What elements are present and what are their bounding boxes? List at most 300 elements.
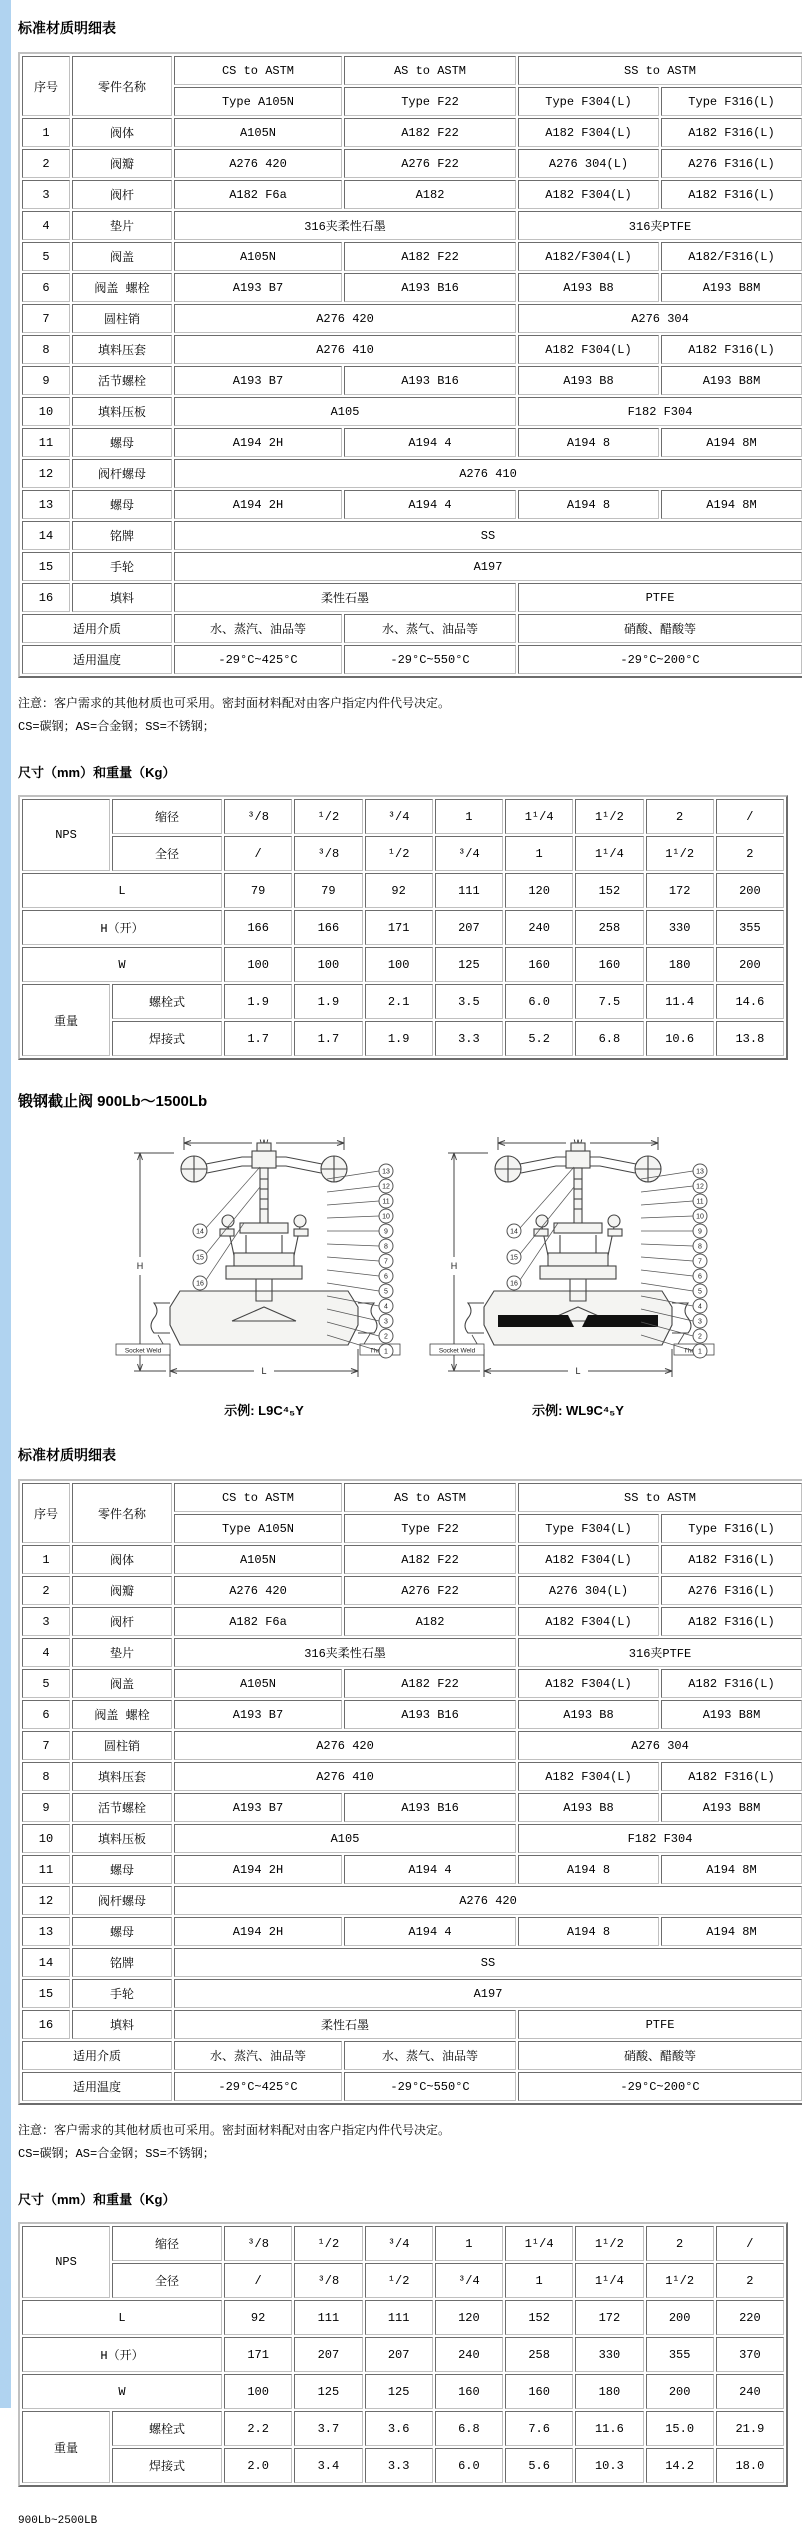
cell: -29°C~550°C [344,2072,516,2101]
cell: 8 [22,335,70,364]
cell: 1 [435,799,503,834]
cell: 阀瓣 [72,149,172,178]
valve-caption-1: 示例: L9C⁴₅Y [224,1403,304,1418]
cell: L [22,873,222,908]
cell: 330 [646,910,714,945]
cell: 填料压套 [72,1762,172,1791]
cell: 111 [435,873,503,908]
cell: 16 [22,2010,70,2039]
cell: 152 [575,873,643,908]
svg-text:10: 10 [696,1213,704,1221]
cell: 3.3 [365,2448,433,2483]
cell: 316夹柔性石墨 [174,1638,516,1667]
cell: A276 410 [174,1762,516,1791]
dimension-heading-1: 尺寸（mm）和重量（Kg） [18,765,176,780]
cell: SS [174,521,802,550]
cell: 330 [575,2337,643,2372]
svg-text:4: 4 [384,1303,388,1311]
svg-text:1: 1 [698,1348,702,1356]
svg-text:16: 16 [196,1280,204,1288]
valve-diagram-2 [428,1123,728,1419]
cell: Type F304(L) [518,1514,659,1543]
cell: 9 [22,1793,70,1822]
cell: 13 [22,490,70,519]
cell: 7 [22,1731,70,1760]
cell: 活节螺栓 [72,1793,172,1822]
valve-series-heading: 锻钢截止阀 900Lb～1500Lb [18,1093,208,1110]
cell: A182/F304(L) [518,242,659,271]
cell: A193 B8M [661,1700,802,1729]
svg-text:3: 3 [384,1318,388,1326]
cell: 3.5 [435,984,503,1019]
abbrev-note-1: CS=碳钢；AS=合金钢；SS=不锈钢； [18,720,215,734]
cell: CS to ASTM [174,56,342,85]
cell: 阀瓣 [72,1576,172,1605]
cell: 7.6 [505,2411,573,2446]
cell: A276 420 [174,304,516,333]
cell: Type F22 [344,1514,516,1543]
cell: A194 8 [518,490,659,519]
cell: Type F22 [344,87,516,116]
cell: 15 [22,1979,70,2008]
svg-text:9: 9 [698,1228,702,1236]
cell: 全径 [112,2263,222,2298]
svg-text:2: 2 [698,1333,702,1341]
cell: 207 [435,910,503,945]
cell: 2 [22,1576,70,1605]
cell: A194 4 [344,428,516,457]
cell: A193 B8M [661,366,802,395]
cell: 5.6 [505,2448,573,2483]
cell: A276 F316(L) [661,149,802,178]
svg-text:14: 14 [510,1228,518,1236]
cell: A182 F316(L) [661,335,802,364]
cell: 填料压板 [72,1824,172,1853]
material-table-1 [18,52,802,678]
cell: A276 F22 [344,149,516,178]
cell: SS [174,1948,802,1977]
cell: 填料压板 [72,397,172,426]
cell: ¹/2 [365,836,433,871]
cell: 铭牌 [72,1948,172,1977]
cell: A194 2H [174,1855,342,1884]
cell: 3.6 [365,2411,433,2446]
cell: 172 [646,873,714,908]
svg-text:14: 14 [196,1228,204,1236]
cell: 14.2 [646,2448,714,2483]
cell: A182 F316(L) [661,1762,802,1791]
cell: 171 [365,910,433,945]
cell: A194 8M [661,1917,802,1946]
svg-text:9: 9 [384,1228,388,1236]
cell: CS to ASTM [174,1483,342,1512]
cell: Type F304(L) [518,87,659,116]
cell: A105 [174,1824,516,1853]
cell: 螺母 [72,1855,172,1884]
cell: 1¹/2 [646,836,714,871]
cell: 阀杆螺母 [72,459,172,488]
cell: 铭牌 [72,521,172,550]
cell: A276 F316(L) [661,1576,802,1605]
cell: 螺栓式 [112,984,222,1019]
cell: 1¹/4 [575,836,643,871]
cell: PTFE [518,2010,802,2039]
cell: ³/4 [435,836,503,871]
cell: A193 B7 [174,1793,342,1822]
dimension-heading-2: 尺寸（mm）和重量（Kg） [18,2192,176,2207]
svg-text:13: 13 [696,1168,704,1176]
cell: A194 4 [344,1855,516,1884]
cell: A182 F316(L) [661,118,802,147]
cell: 缩径 [112,2226,222,2261]
cell: 阀体 [72,1545,172,1574]
cell: 2.2 [224,2411,292,2446]
cell: / [716,2226,784,2261]
cell: 316夹PTFE [518,1638,802,1667]
cell: 200 [646,2300,714,2335]
cell: ³/4 [365,2226,433,2261]
cell: 适用温度 [22,2072,172,2101]
page-content [18,0,790,2527]
cell: 160 [435,2374,503,2409]
cell: 160 [575,947,643,982]
valve-drawing-1 [114,1123,414,1393]
svg-text:8: 8 [384,1243,388,1251]
cell: A182 F316(L) [661,1607,802,1636]
cell: A276 420 [174,149,342,178]
cell: 1¹/2 [575,799,643,834]
cell: 2 [646,2226,714,2261]
cell: 11.4 [646,984,714,1019]
note-text-1: 注意：客户需求的其他材质也可采用。密封面材料配对由客户指定内件代号决定。 [18,696,451,710]
cell: A182 [344,1607,516,1636]
cell: A276 420 [174,1886,802,1915]
cell: 1 [505,2263,573,2298]
cell: 14 [22,521,70,550]
cell: 11 [22,428,70,457]
cell: 125 [365,2374,433,2409]
cell: 手轮 [72,1979,172,2008]
cell: 7 [22,304,70,333]
cell: A276 304(L) [518,149,659,178]
cell: 92 [365,873,433,908]
dimension-table-2 [18,2222,788,2487]
cell: 9 [22,366,70,395]
material-table-2 [18,1479,802,2105]
cell: 圆柱销 [72,304,172,333]
cell: SS to ASTM [518,56,802,85]
cell: 4 [22,211,70,240]
cell: A182 F316(L) [661,180,802,209]
cell: AS to ASTM [344,1483,516,1512]
cell: A193 B8 [518,366,659,395]
valve-diagrams [114,1123,790,1419]
cell: A182 F6a [174,180,342,209]
cell: 240 [505,910,573,945]
cell: A182 F22 [344,1545,516,1574]
cell: A194 2H [174,428,342,457]
cell: / [224,836,292,871]
cell: 6.8 [575,1021,643,1056]
abbrev-note-2: CS=碳钢；AS=合金钢；SS=不锈钢； [18,2147,215,2161]
svg-text:13: 13 [382,1168,390,1176]
cell: 阀盖 螺栓 [72,1700,172,1729]
svg-text:2: 2 [384,1333,388,1341]
svg-text:5: 5 [384,1288,388,1296]
cell: 125 [294,2374,362,2409]
cell: A182 F304(L) [518,1762,659,1791]
cell: 螺母 [72,428,172,457]
svg-text:15: 15 [510,1254,518,1262]
cell: 6 [22,273,70,302]
cell: 1¹/4 [575,2263,643,2298]
cell: 120 [505,873,573,908]
cell: 手轮 [72,552,172,581]
cell: 重量 [22,2411,110,2483]
cell: 200 [716,873,784,908]
cell: 258 [505,2337,573,2372]
cell: 垫片 [72,211,172,240]
svg-text:10: 10 [382,1213,390,1221]
cell: 100 [224,2374,292,2409]
cell: A194 8M [661,1855,802,1884]
cell: 螺栓式 [112,2411,222,2446]
cell: 13.8 [716,1021,784,1056]
valve-drawing-2 [428,1123,728,1393]
cell: A105N [174,1545,342,1574]
cell: 螺母 [72,490,172,519]
cell: 160 [505,2374,573,2409]
cell: ¹/2 [294,2226,362,2261]
cell: Type F316(L) [661,1514,802,1543]
cell: 阀体 [72,118,172,147]
cell: A194 8 [518,1917,659,1946]
cell: A276 410 [174,459,802,488]
cell: 355 [716,910,784,945]
cell: ¹/2 [294,799,362,834]
cell: 6.0 [505,984,573,1019]
svg-text:12: 12 [382,1183,390,1191]
valve-caption-2: 示例: WL9C⁴₅Y [532,1403,624,1418]
cell: NPS [22,799,110,871]
cell: 171 [224,2337,292,2372]
cell: A276 304 [518,1731,802,1760]
cell: 207 [294,2337,362,2372]
cell: 阀杆 [72,1607,172,1636]
cell: A193 B8 [518,1700,659,1729]
cell: 92 [224,2300,292,2335]
cell: A182 F304(L) [518,180,659,209]
cell: ¹/2 [365,2263,433,2298]
cell: 4 [22,1638,70,1667]
cell: 316夹PTFE [518,211,802,240]
cell: 15.0 [646,2411,714,2446]
cell: 序号 [22,1483,70,1543]
cell: 2 [646,799,714,834]
cell: A182 F22 [344,242,516,271]
cell: 6.0 [435,2448,503,2483]
cell: A105N [174,242,342,271]
cell: 填料 [72,583,172,612]
cell: 阀盖 [72,242,172,271]
cell: 152 [505,2300,573,2335]
cell: 1¹/2 [646,2263,714,2298]
cell: L [22,2300,222,2335]
cell: 207 [365,2337,433,2372]
cell: 1¹/4 [505,799,573,834]
cell: 重量 [22,984,110,1056]
cell: A182 [344,180,516,209]
svg-text:3: 3 [698,1318,702,1326]
cell: 6 [22,1700,70,1729]
cell: H（开） [22,2337,222,2372]
cell: 圆柱销 [72,1731,172,1760]
cell: 200 [646,2374,714,2409]
cell: A182 F304(L) [518,1607,659,1636]
cell: 180 [575,2374,643,2409]
cell: -29°C~425°C [174,2072,342,2101]
cell: A182 F316(L) [661,1545,802,1574]
svg-text:11: 11 [696,1198,704,1206]
cell: 1.7 [294,1021,362,1056]
cell: A276 304(L) [518,1576,659,1605]
cell: 13 [22,1917,70,1946]
cell: 1 [22,118,70,147]
cell: 172 [575,2300,643,2335]
cell: 10.6 [646,1021,714,1056]
svg-text:7: 7 [698,1258,702,1266]
cell: 1 [22,1545,70,1574]
cell: 240 [716,2374,784,2409]
cell: 1.9 [294,984,362,1019]
cell: A193 B7 [174,273,342,302]
cell: 垫片 [72,1638,172,1667]
cell: SS to ASTM [518,1483,802,1512]
cell: 220 [716,2300,784,2335]
cell: 180 [646,947,714,982]
cell: A193 B8 [518,273,659,302]
cell: A182/F316(L) [661,242,802,271]
cell: 12 [22,459,70,488]
cell: -29°C~200°C [518,2072,802,2101]
cell: 100 [365,947,433,982]
cell: A276 F22 [344,1576,516,1605]
cell: A194 8 [518,428,659,457]
cell: 166 [294,910,362,945]
cell: ³/4 [435,2263,503,2298]
cell: 166 [224,910,292,945]
svg-text:12: 12 [696,1183,704,1191]
cell: ³/8 [224,2226,292,2261]
cell: 79 [224,873,292,908]
cell: 缩径 [112,799,222,834]
cell: A194 2H [174,490,342,519]
cell: 370 [716,2337,784,2372]
cell: 5.2 [505,1021,573,1056]
cell: 355 [646,2337,714,2372]
svg-text:15: 15 [196,1254,204,1262]
cell: A182 F316(L) [661,1669,802,1698]
cell: A193 B16 [344,1793,516,1822]
cell: 1¹/4 [505,2226,573,2261]
cell: 2 [716,836,784,871]
cell: 6.8 [435,2411,503,2446]
cell: 18.0 [716,2448,784,2483]
cell: 15 [22,552,70,581]
svg-text:5: 5 [698,1288,702,1296]
cell: A182 F6a [174,1607,342,1636]
cell: 适用介质 [22,2041,172,2070]
cell: Type F316(L) [661,87,802,116]
cell: 硝酸、醋酸等 [518,614,802,643]
cell: 阀杆 [72,180,172,209]
cell: 100 [294,947,362,982]
cell: A193 B7 [174,366,342,395]
cell: 1.9 [224,984,292,1019]
cell: 11.6 [575,2411,643,2446]
cell: 14 [22,1948,70,1977]
cell: -29°C~200°C [518,645,802,674]
cell: 序号 [22,56,70,116]
cell: 适用温度 [22,645,172,674]
cell: A194 8M [661,428,802,457]
cell: A105N [174,1669,342,1698]
material-table-title-2: 标准材质明细表 [18,1447,116,1463]
cell: 焊接式 [112,2448,222,2483]
cell: A194 4 [344,490,516,519]
cell: 水、蒸汽、油品等 [174,2041,342,2070]
cell: A193 B8 [518,1793,659,1822]
pressure-range-footer: 900Lb~2500LB [18,2515,98,2527]
cell: 柔性石墨 [174,583,516,612]
cell: A182 F304(L) [518,1545,659,1574]
cell: / [716,799,784,834]
note-text-2: 注意：客户需求的其他材质也可采用。密封面材料配对由客户指定内件代号决定。 [18,2123,451,2137]
cell: A193 B16 [344,1700,516,1729]
cell: A276 304 [518,304,802,333]
cell: A182 F304(L) [518,335,659,364]
cell: 240 [435,2337,503,2372]
cell: 7.5 [575,984,643,1019]
cell: A182 F304(L) [518,1669,659,1698]
cell: ³/8 [294,2263,362,2298]
cell: 5 [22,242,70,271]
cell: 3 [22,1607,70,1636]
cell: 水、蒸气、油品等 [344,614,516,643]
cell: 硝酸、醋酸等 [518,2041,802,2070]
cell: 1¹/2 [575,2226,643,2261]
svg-text:7: 7 [384,1258,388,1266]
cell: 全径 [112,836,222,871]
cell: A182 F22 [344,118,516,147]
cell: A182 F22 [344,1669,516,1698]
cell: 填料压套 [72,335,172,364]
cell: A194 8M [661,490,802,519]
cell: 258 [575,910,643,945]
material-table-title-1: 标准材质明细表 [18,20,116,36]
cell: A193 B8M [661,1793,802,1822]
cell: A276 420 [174,1731,516,1760]
cell: 水、蒸汽、油品等 [174,614,342,643]
cell: 200 [716,947,784,982]
cell: 2 [22,149,70,178]
cell: A193 B16 [344,366,516,395]
cell: W [22,947,222,982]
cell: AS to ASTM [344,56,516,85]
cell: 10.3 [575,2448,643,2483]
cell: 3.7 [294,2411,362,2446]
cell: 填料 [72,2010,172,2039]
